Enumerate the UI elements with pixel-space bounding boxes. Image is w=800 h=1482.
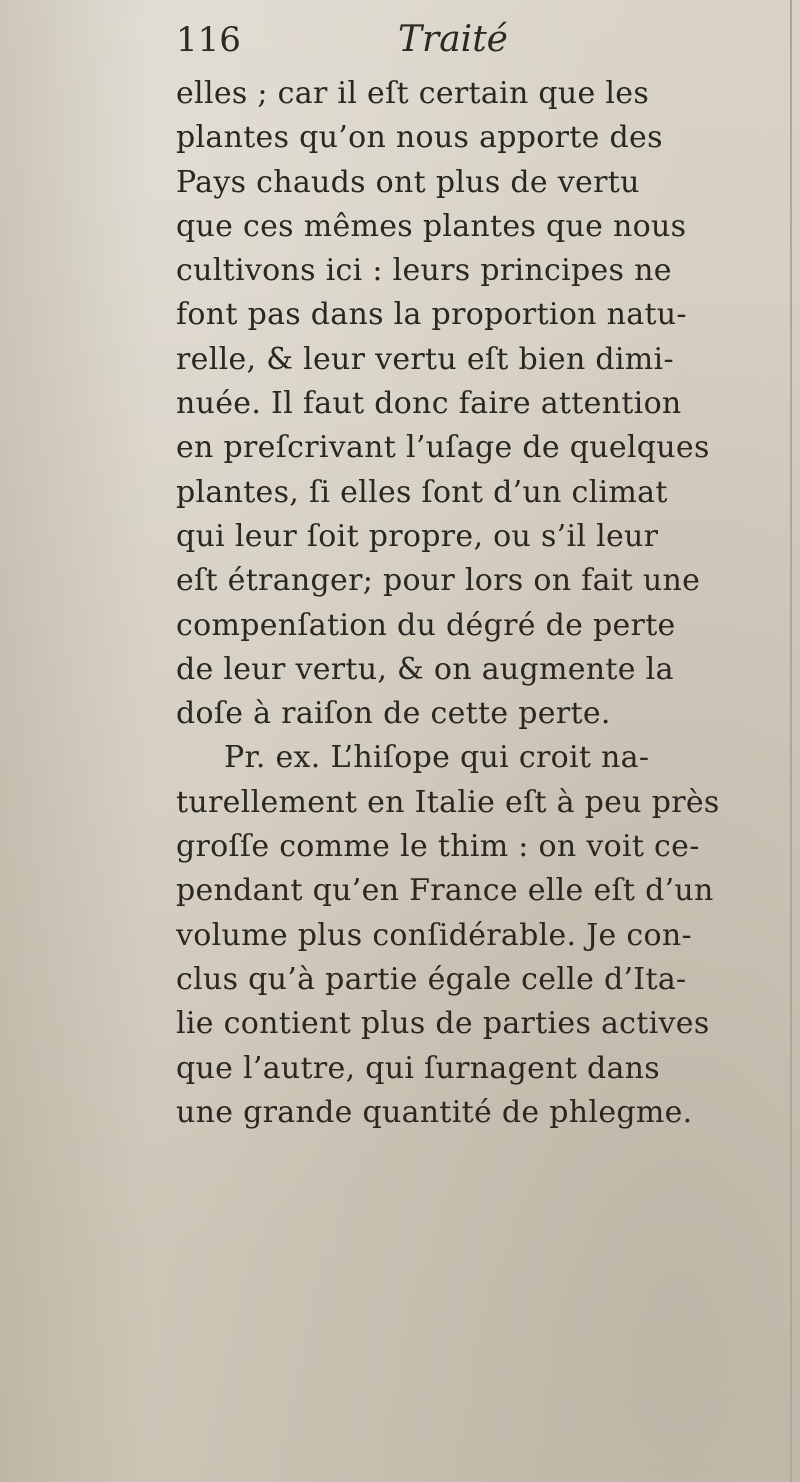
text-line: nuée. Il faut donc faire attention <box>176 386 682 422</box>
text-line: que ces mêmes plantes que nous <box>176 208 687 244</box>
body-text <box>176 72 788 1135</box>
text-line: de leur vertu, & on augmente la <box>176 651 674 687</box>
text-line: plantes qu’on nous apporte des <box>176 120 663 156</box>
text-line: clus qu’à partie égale celle d’Ita- <box>176 961 687 997</box>
text-line: relle, & leur vertu eſt bien dimi- <box>176 341 674 377</box>
text-line: une grande quantité de phlegme. <box>176 1094 693 1130</box>
text-line: cultivons ici : leurs principes ne <box>176 253 672 289</box>
text-line: lie contient plus de parties actives <box>176 1006 710 1042</box>
page-header <box>176 16 776 64</box>
text-line: en preſcrivant l’uſage de quelques <box>176 430 710 466</box>
text-line: doſe à raiſon de cette perte. <box>176 696 611 732</box>
text-line: volume plus conſidérable. Je con- <box>176 917 692 953</box>
text-line: plantes, ſi elles ſont d’un climat <box>176 474 668 510</box>
page-fold-line <box>790 0 792 1482</box>
paragraph-start-line: Pr. ex. L’hiſope qui croit na- <box>224 740 650 776</box>
text-line: compenſation du dégré de perte <box>176 607 676 643</box>
page-number: 116 <box>176 20 241 60</box>
text-line: Pays chauds ont plus de vertu <box>176 164 640 200</box>
margin-shading <box>0 0 150 1482</box>
running-title: Traité <box>398 19 508 60</box>
text-line: qui leur ſoit propre, ou s’il leur <box>176 518 659 554</box>
text-line: groſſe comme le thim : on voit ce- <box>176 829 700 865</box>
text-line: font pas dans la proportion natu- <box>176 297 687 333</box>
text-line: turellement en Italie eſt à peu près <box>176 784 720 820</box>
text-line: elles ; car il eſt certain que les <box>176 76 650 111</box>
text-line: pendant qu’en France elle eſt d’un <box>176 873 714 909</box>
text-line: eſt étranger; pour lors on fait une <box>176 563 701 599</box>
text-line: que l’autre, qui ſurnagent dans <box>176 1050 660 1086</box>
